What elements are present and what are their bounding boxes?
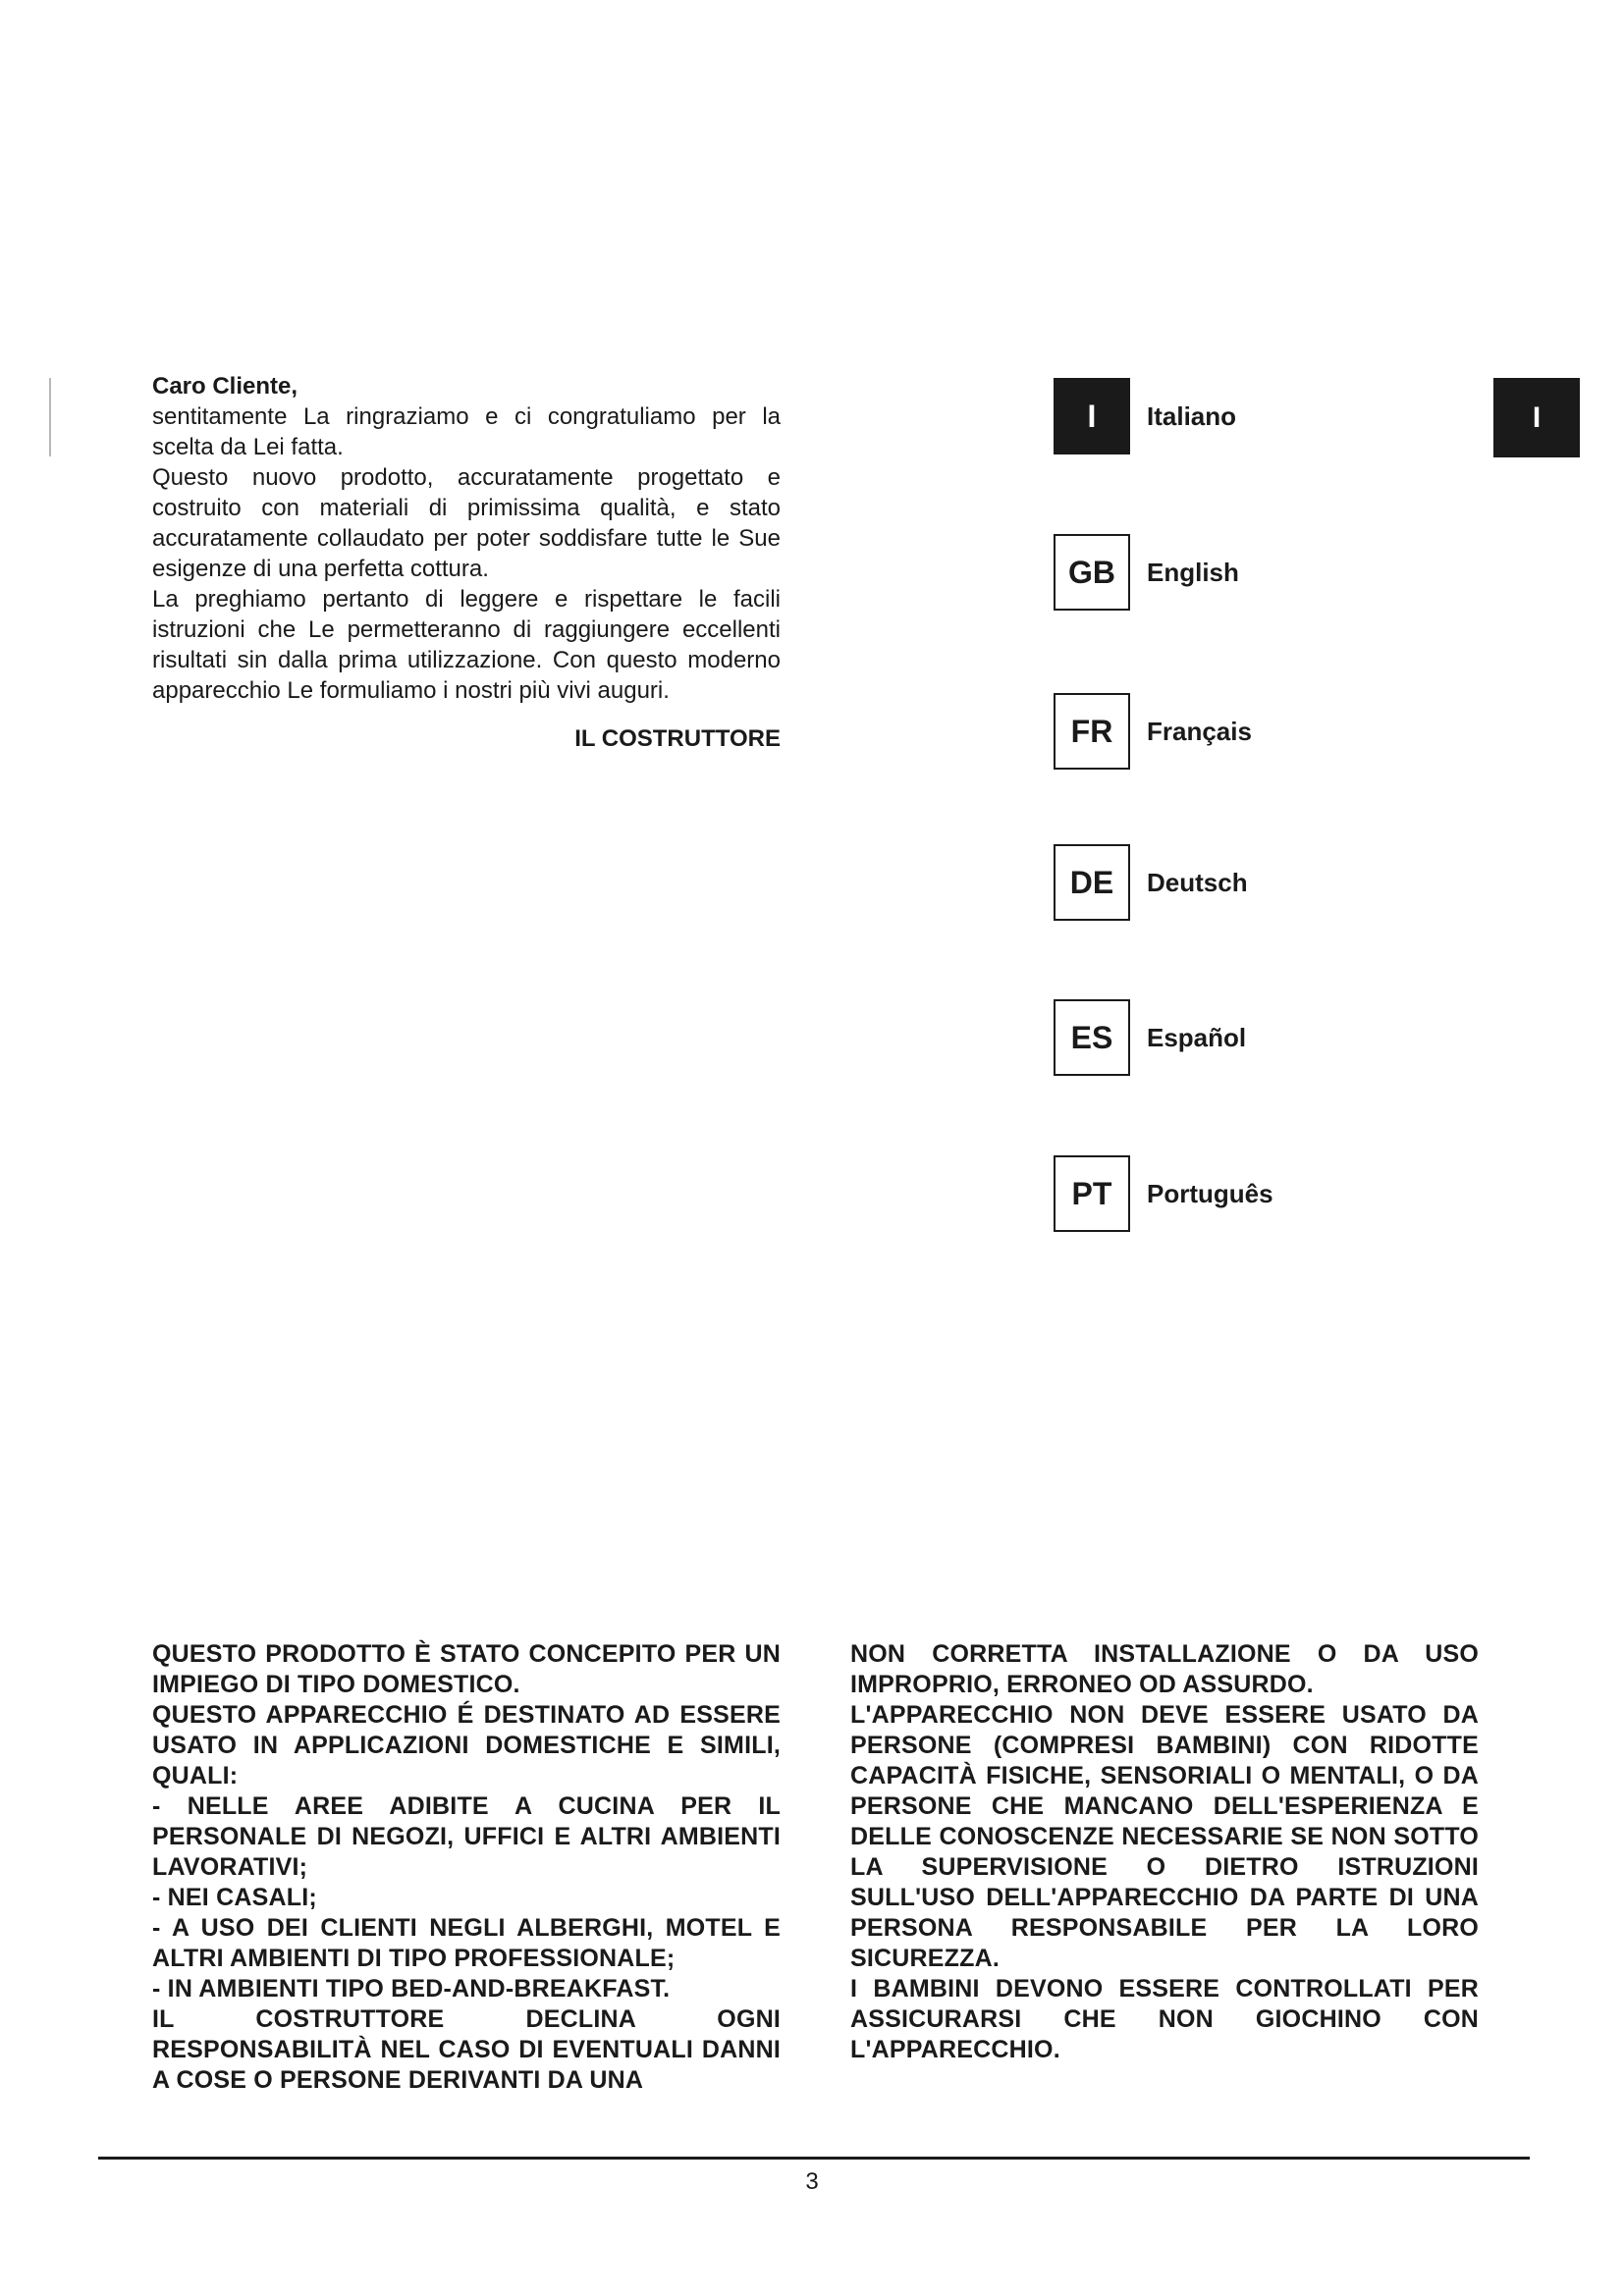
language-name: Français: [1147, 717, 1252, 746]
margin-rule: [49, 378, 51, 456]
language-code-box: FR: [1054, 693, 1130, 770]
language-name: Italiano: [1147, 401, 1237, 431]
language-item-francais: [1054, 693, 1446, 772]
letter-paragraph: La preghiamo pertanto di leggere e rispettare le facili istruzioni che Le permetteranno di raggiungere eccellenti risultati sin dalla prima utilizzazione. Con questo moderno apparecchio Le formuliamo i nostri più vivi auguri.: [152, 586, 781, 704]
notice-paragraph: L'APPARECCHIO NON DEVE ESSERE USATO DA PERSONE (COMPRESI BAMBINI) CON RIDOTTE CAPACITÀ FISICHE, SENSORIALI O MENTALI, O DA PERSONE CHE MANCANO DELL'ESPERIENZA E DELLE CONOSCENZE NECESSARIE SE NON SOTTO LA SUPERVISIONE O DIETRO ISTRUZIONI SULL'USO DELL'APPARECCHIO DA PARTE DI UNA PERSONA RESPONSABILE PER LA LORO SICUREZZA.: [850, 1701, 1479, 1972]
footer-rule: [98, 2157, 1530, 2160]
language-name: Português: [1147, 1179, 1273, 1208]
welcome-letter: [152, 371, 781, 754]
language-name: English: [1147, 558, 1239, 587]
notice-paragraph: QUESTO APPARECCHIO É DESTINATO AD ESSERE USATO IN APPLICAZIONI DOMESTICHE E SIMILI, QUALI:: [152, 1701, 781, 1789]
page-number: 3: [805, 2168, 819, 2195]
language-code-box: GB: [1054, 534, 1130, 611]
letter-signature: IL COSTRUTTORE: [574, 725, 781, 752]
language-item-italiano: [1054, 378, 1446, 456]
notice-paragraph: NON CORRETTA INSTALLAZIONE O DA USO IMPROPRIO, ERRONEO OD ASSURDO.: [850, 1640, 1479, 1698]
language-code-box: DE: [1054, 844, 1130, 921]
letter-paragraph: Questo nuovo prodotto, accuratamente progettato e costruito con materiali di primissima qualità, e stato accuratamente collaudato per poter soddisfare tutte le Sue esigenze di una perfetta cottura.: [152, 464, 781, 582]
section-edge-tab: I: [1493, 378, 1580, 457]
language-code-box: ES: [1054, 999, 1130, 1076]
notice-paragraph: - NEI CASALI;: [152, 1884, 317, 1911]
language-code-box: I: [1054, 378, 1130, 454]
notice-paragraph: IL COSTRUTTORE DECLINA OGNI RESPONSABILITÀ NEL CASO DI EVENTUALI DANNI A COSE O PERSONE DERIVANTI DA UNA: [152, 2005, 781, 2094]
language-name: Deutsch: [1147, 868, 1248, 897]
notice-column-right: [850, 1639, 1479, 2065]
language-item-deutsch: [1054, 844, 1446, 923]
language-name: Español: [1147, 1023, 1247, 1052]
language-code-box: PT: [1054, 1155, 1130, 1232]
notice-paragraph: - IN AMBIENTI TIPO BED-AND-BREAKFAST.: [152, 1975, 671, 2002]
notice-paragraph: I BAMBINI DEVONO ESSERE CONTROLLATI PER ASSICURARSI CHE NON GIOCHINO CON L'APPARECCHIO.: [850, 1975, 1479, 2063]
letter-paragraph: sentitamente La ringraziamo e ci congratuliamo per la scelta da Lei fatta.: [152, 403, 781, 460]
notice-column-left: [152, 1639, 781, 2096]
language-item-portugues: [1054, 1155, 1446, 1234]
notice-paragraph: - NELLE AREE ADIBITE A CUCINA PER IL PERSONALE DI NEGOZI, UFFICI E ALTRI AMBIENTI LAVORATIVI;: [152, 1792, 781, 1881]
language-item-espanol: [1054, 999, 1446, 1078]
language-item-english: [1054, 534, 1446, 613]
notice-paragraph: - A USO DEI CLIENTI NEGLI ALBERGHI, MOTEL E ALTRI AMBIENTI DI TIPO PROFESSIONALE;: [152, 1914, 781, 1972]
letter-salutation: Caro Cliente,: [152, 373, 298, 400]
notice-paragraph: QUESTO PRODOTTO È STATO CONCEPITO PER UN IMPIEGO DI TIPO DOMESTICO.: [152, 1640, 781, 1698]
